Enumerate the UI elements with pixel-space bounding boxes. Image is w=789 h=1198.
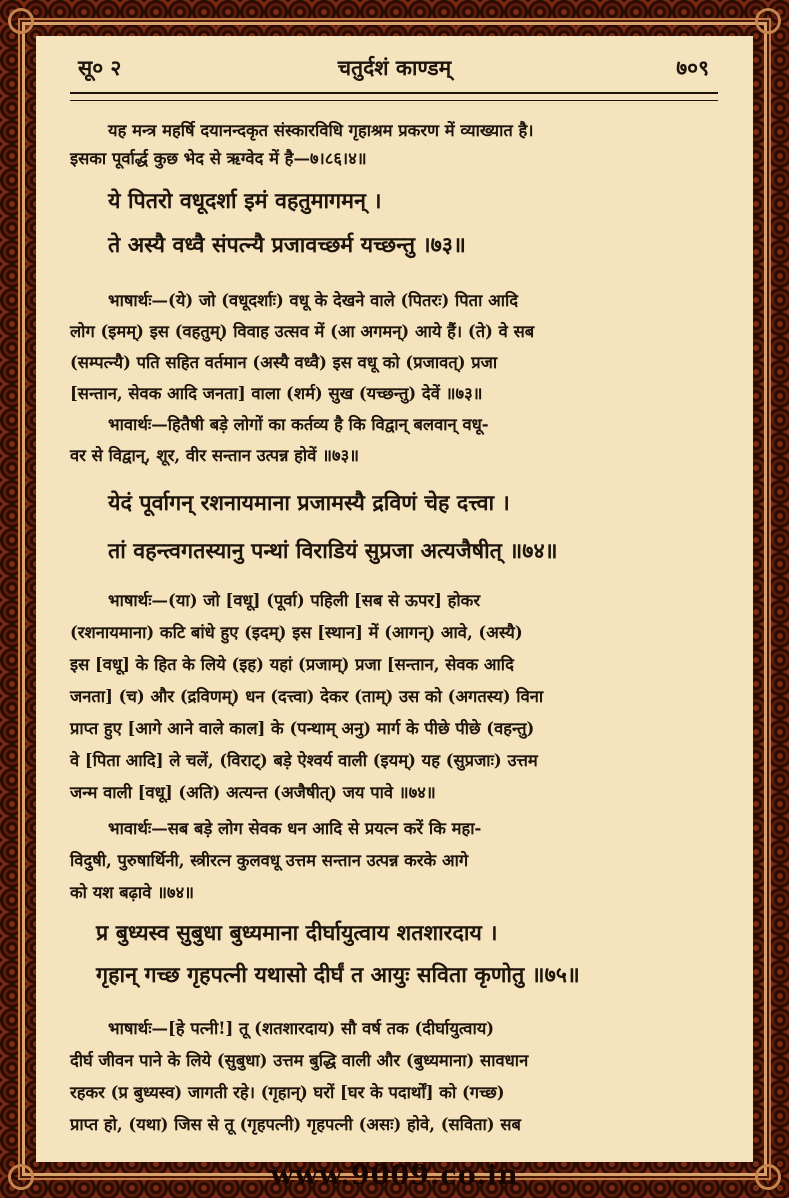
header-rule — [70, 92, 718, 101]
verse-line: प्र बुध्यस्व सुबुधा बुध्यमाना दीर्घायुत्वाय शतशारदाय । — [96, 921, 498, 946]
translation-line: [सन्तान, सेवक आदि जनता] वाला (शर्म) सुख (यच्छन्तु) देवें ॥७३॥ — [70, 384, 483, 403]
translation-line: लोग (इमम्) इस (वहतुम्) विवाह उत्सव में (आ अगमन्) आये हैं। (ते) वे सब — [70, 322, 535, 341]
meaning-line: विदुषी, पुरुषार्थिनी, स्त्रीरत्न कुलवधू उत्तम सन्तान उत्पन्न करके आगे — [70, 851, 469, 870]
translation-line: भाषार्थः—[हे पत्नी!] तू (शतशारदाय) सौ वर्ष तक (दीर्घायुत्वाय) — [108, 1019, 495, 1038]
website-footer: www.9009.co.in — [270, 1160, 519, 1191]
page-number: ७०९ — [676, 55, 709, 80]
translation-line: जन्म वाली [वधू] (अति) अत्यन्त (अजैषीत्) जय पावे ॥७४॥ — [70, 783, 436, 802]
corner-ornament-icon — [755, 8, 781, 34]
page-header — [36, 36, 753, 88]
page-header-sukta: सू० २ — [78, 55, 122, 80]
translation-line: दीर्घ जीवन पाने के लिये (सुबुधा) उत्तम बुद्धि वाली और (बुध्यमाना) सावधान — [70, 1051, 529, 1070]
intro-line: यह मन्त्र महर्षि दयानन्दकृत संस्कारविधि गृहाश्रम प्रकरण में व्याख्यात है। — [108, 121, 534, 140]
verse-line: येदं पूर्वागन् रशनायमाना प्रजामस्यै द्रविणं चेह दत्त्वा । — [108, 491, 510, 516]
translation-line: वे [पिता आदि] ले चलें, (विराट्) बड़े ऐश्वर्य वाली (इयम्) यह (सुप्रजाः) उत्तम — [70, 751, 538, 770]
translation-line: इस [वधू] के हित के लिये (इह) यहां (प्रजाम्) प्रजा [सन्तान, सेवक आदि — [70, 655, 514, 674]
verse-line: ये पितरो वधूदर्शा इमं वहतुमागमन् । — [108, 189, 382, 214]
intro-line: इसका पूर्वार्द्ध कुछ भेद से ऋग्वेद में है—७।८६।४॥ — [70, 149, 367, 168]
translation-line: रहकर (प्र बुध्यस्व) जागती रहे। (गृहान्) घरों [घर के पदार्थों] को (गच्छ) — [70, 1083, 505, 1102]
translation-line: प्राप्त हो, (यथा) जिस से तू (गृहपत्नी) गृहपत्नी (असः) होवे, (सविता) सब — [70, 1115, 521, 1134]
meaning-line: भावार्थः—सब बड़े लोग सेवक धन आदि से प्रयत्न करें कि महा- — [108, 819, 482, 838]
book-page — [36, 36, 753, 1162]
translation-line: प्राप्त हुए [आगे आने वाले काल] के (पन्थाम् अनु) मार्ग के पीछे पीछे (वहन्तु) — [70, 719, 535, 738]
meaning-line: भावार्थः—हितैषी बड़े लोगों का कर्तव्य है कि विद्वान् बलवान् वधू- — [108, 415, 489, 434]
translation-line: भाषार्थः—(या) जो [वधू] (पूर्वा) पहिली [सब से ऊपर] होकर — [108, 591, 481, 610]
page-header-title: चतुर्दशं काण्डम् — [337, 55, 452, 80]
meaning-line: को यश बढ़ावे ॥७४॥ — [70, 883, 195, 902]
translation-line: जनता] (च) और (द्रविणम्) धन (दत्त्वा) देकर (ताम्) उस को (अगतस्य) विना — [70, 687, 544, 706]
verse-line: ते अस्यै वध्वै संपत्न्यै प्रजावच्छर्म यच्छन्तु ।७३॥ — [108, 233, 466, 258]
translation-line: (रशनायमाना) कटि बांधे हुए (इदम्) इस [स्थान] में (आगन्) आवे, (अस्यै) — [70, 623, 523, 642]
verse-line: गृहान् गच्छ गृहपत्नी यथासो दीर्घं त आयुः सविता कृणोतु ॥७५॥ — [96, 963, 580, 988]
corner-ornament-icon — [8, 8, 34, 34]
meaning-line: वर से विद्वान्, शूर, वीर सन्तान उत्पन्न होवें ॥७३॥ — [70, 446, 360, 465]
verse-line: तां वहन्त्वगतस्यानु पन्थां विराडियं सुप्रजा अत्यजैषीत् ॥७४॥ — [108, 539, 558, 564]
translation-line: (सम्पत्न्यै) पति सहित वर्तमान (अस्यै वध्वै) इस वधू को (प्रजावत्) प्रजा — [70, 353, 498, 372]
translation-line: भाषार्थः—(ये) जो (वधूदर्शाः) वधू के देखने वाले (पितरः) पिता आदि — [108, 291, 518, 310]
